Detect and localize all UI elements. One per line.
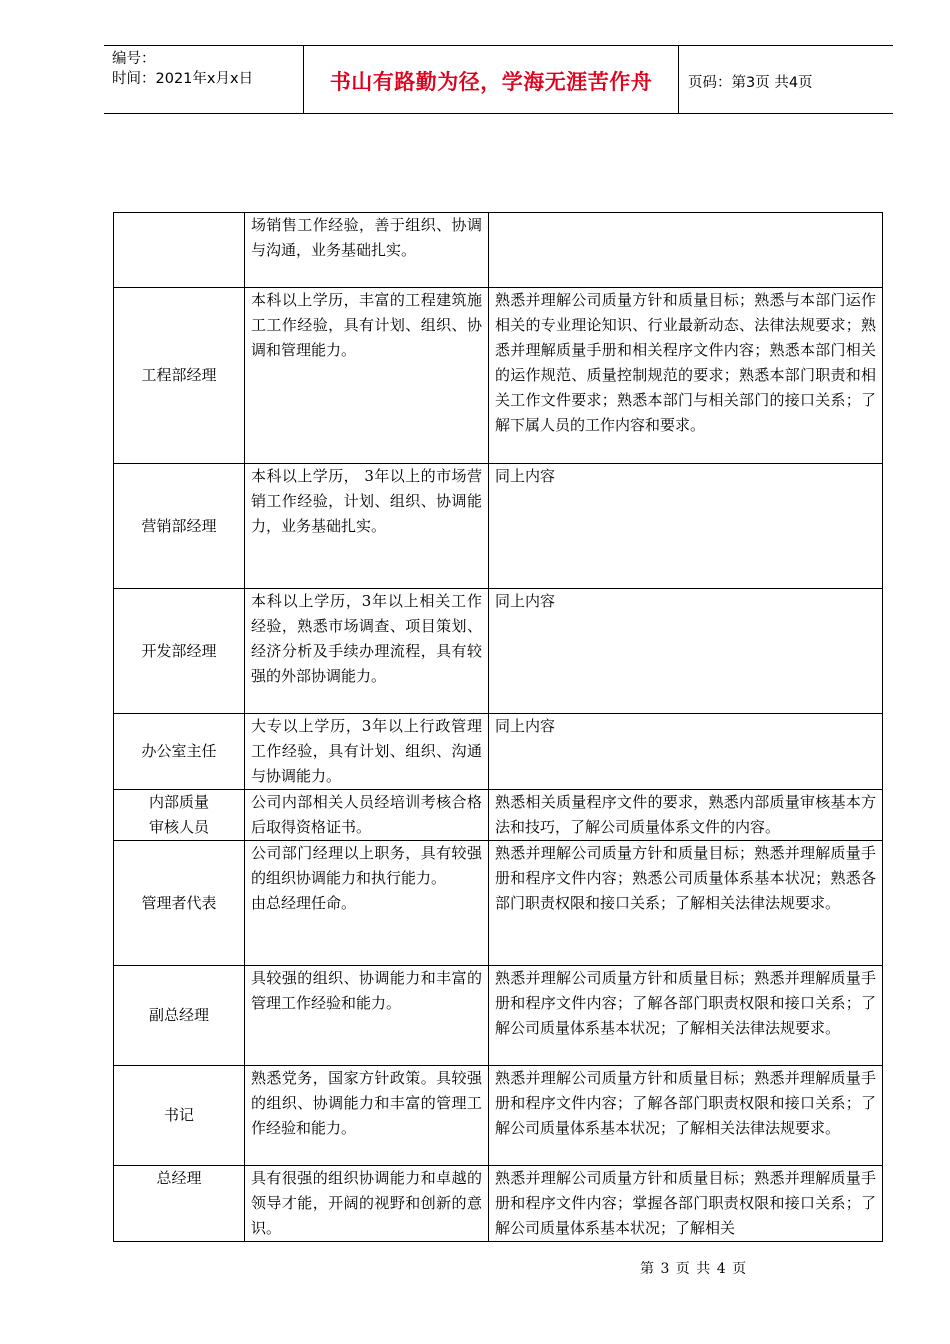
qualification-cell: 大专以上学历，3年以上行政管理工作经验，具有计划、组织、沟通与协调能力。	[245, 714, 489, 790]
position-cell: 工程部经理	[114, 288, 245, 464]
table-row	[114, 589, 883, 714]
table-row	[114, 464, 883, 589]
table-row	[114, 841, 883, 966]
position-cell: 营销部经理	[114, 464, 245, 589]
qualification-table	[113, 212, 883, 1242]
header-page-info: 页码：第3页 共4页	[688, 75, 813, 91]
knowledge-cell	[489, 213, 883, 288]
position-cell: 副总经理	[114, 966, 245, 1066]
qualification-cell: 公司部门经理以上职务，具有较强的组织协调能力和执行能力。 由总经理任命。	[245, 841, 489, 966]
position-cell	[114, 213, 245, 288]
position-cell: 管理者代表	[114, 841, 245, 966]
position-cell: 内部质量 审核人员	[114, 790, 245, 841]
footer-page-number: 第 3 页 共 4 页	[640, 1261, 748, 1277]
knowledge-cell: 熟悉并理解公司质量方针和质量目标；熟悉并理解质量手册和程序文件内容；了解各部门职责权限和接口关系；了解公司质量体系基本状况；了解相关法律法规要求。	[489, 1066, 883, 1166]
header-top-rule	[104, 45, 893, 46]
qualification-cell: 本科以上学历，3年以上相关工作经验，熟悉市场调查、项目策划、经济分析及手续办理流程，具有较强的外部协调能力。	[245, 589, 489, 714]
header-bottom-rule	[104, 113, 893, 114]
document-number-label: 编号：	[112, 51, 156, 67]
position-cell: 总经理	[114, 1166, 245, 1242]
knowledge-cell: 同上内容	[489, 589, 883, 714]
table-row	[114, 213, 883, 288]
qualification-cell: 熟悉党务，国家方针政策。具较强的组织、协调能力和丰富的管理工作经验和能力。	[245, 1066, 489, 1166]
knowledge-cell: 熟悉并理解公司质量方针和质量目标；熟悉并理解质量手册和程序文件内容；掌握各部门职责权限和接口关系；了解公司质量体系基本状况；了解相关	[489, 1166, 883, 1242]
table-row	[114, 1166, 883, 1242]
knowledge-cell: 熟悉相关质量程序文件的要求，熟悉内部质量审核基本方法和技巧，了解公司质量体系文件的内容。	[489, 790, 883, 841]
qualification-cell: 具较强的组织、协调能力和丰富的管理工作经验和能力。	[245, 966, 489, 1066]
knowledge-cell: 熟悉并理解公司质量方针和质量目标；熟悉并理解质量手册和程序文件内容；了解各部门职责权限和接口关系；了解公司质量体系基本状况；了解相关法律法规要求。	[489, 966, 883, 1066]
table-row	[114, 790, 883, 841]
qualification-cell: 具有很强的组织协调能力和卓越的领导才能，开阔的视野和创新的意识。	[245, 1166, 489, 1242]
qualification-cell: 本科以上学历，丰富的工程建筑施工工作经验，具有计划、组织、协调和管理能力。	[245, 288, 489, 464]
knowledge-cell: 熟悉并理解公司质量方针和质量目标；熟悉与本部门运作相关的专业理论知识、行业最新动态、法律法规要求；熟悉并理解质量手册和相关程序文件内容；熟悉本部门相关的运作规范、质量控制规范的要求；熟悉本部门职责和相关工作文件要求；熟悉本部门与相关部门的接口关系；了解下属人员的工作内容和要求。	[489, 288, 883, 464]
table-row	[114, 288, 883, 464]
table-row	[114, 714, 883, 790]
position-cell: 开发部经理	[114, 589, 245, 714]
position-cell: 书记	[114, 1066, 245, 1166]
header-motto: 书山有路勤为径，学海无涯苦作舟	[329, 70, 653, 94]
table-row	[114, 966, 883, 1066]
position-cell: 办公室主任	[114, 714, 245, 790]
qualification-cell: 场销售工作经验，善于组织、协调与沟通，业务基础扎实。	[245, 213, 489, 288]
knowledge-cell: 熟悉并理解公司质量方针和质量目标；熟悉并理解质量手册和程序文件内容；熟悉公司质量体系基本状况；熟悉各部门职责权限和接口关系；了解相关法律法规要求。	[489, 841, 883, 966]
header-divider-right	[678, 45, 679, 114]
knowledge-cell: 同上内容	[489, 714, 883, 790]
header-left-info	[112, 49, 302, 89]
qualification-cell: 本科以上学历， 3年以上的市场营销工作经验，计划、组织、协调能力，业务基础扎实。	[245, 464, 489, 589]
qualification-cell: 公司内部相关人员经培训考核合格后取得资格证书。	[245, 790, 489, 841]
table-row	[114, 1066, 883, 1166]
knowledge-cell: 同上内容	[489, 464, 883, 589]
document-date: 时间：2021年x月x日	[112, 71, 254, 87]
